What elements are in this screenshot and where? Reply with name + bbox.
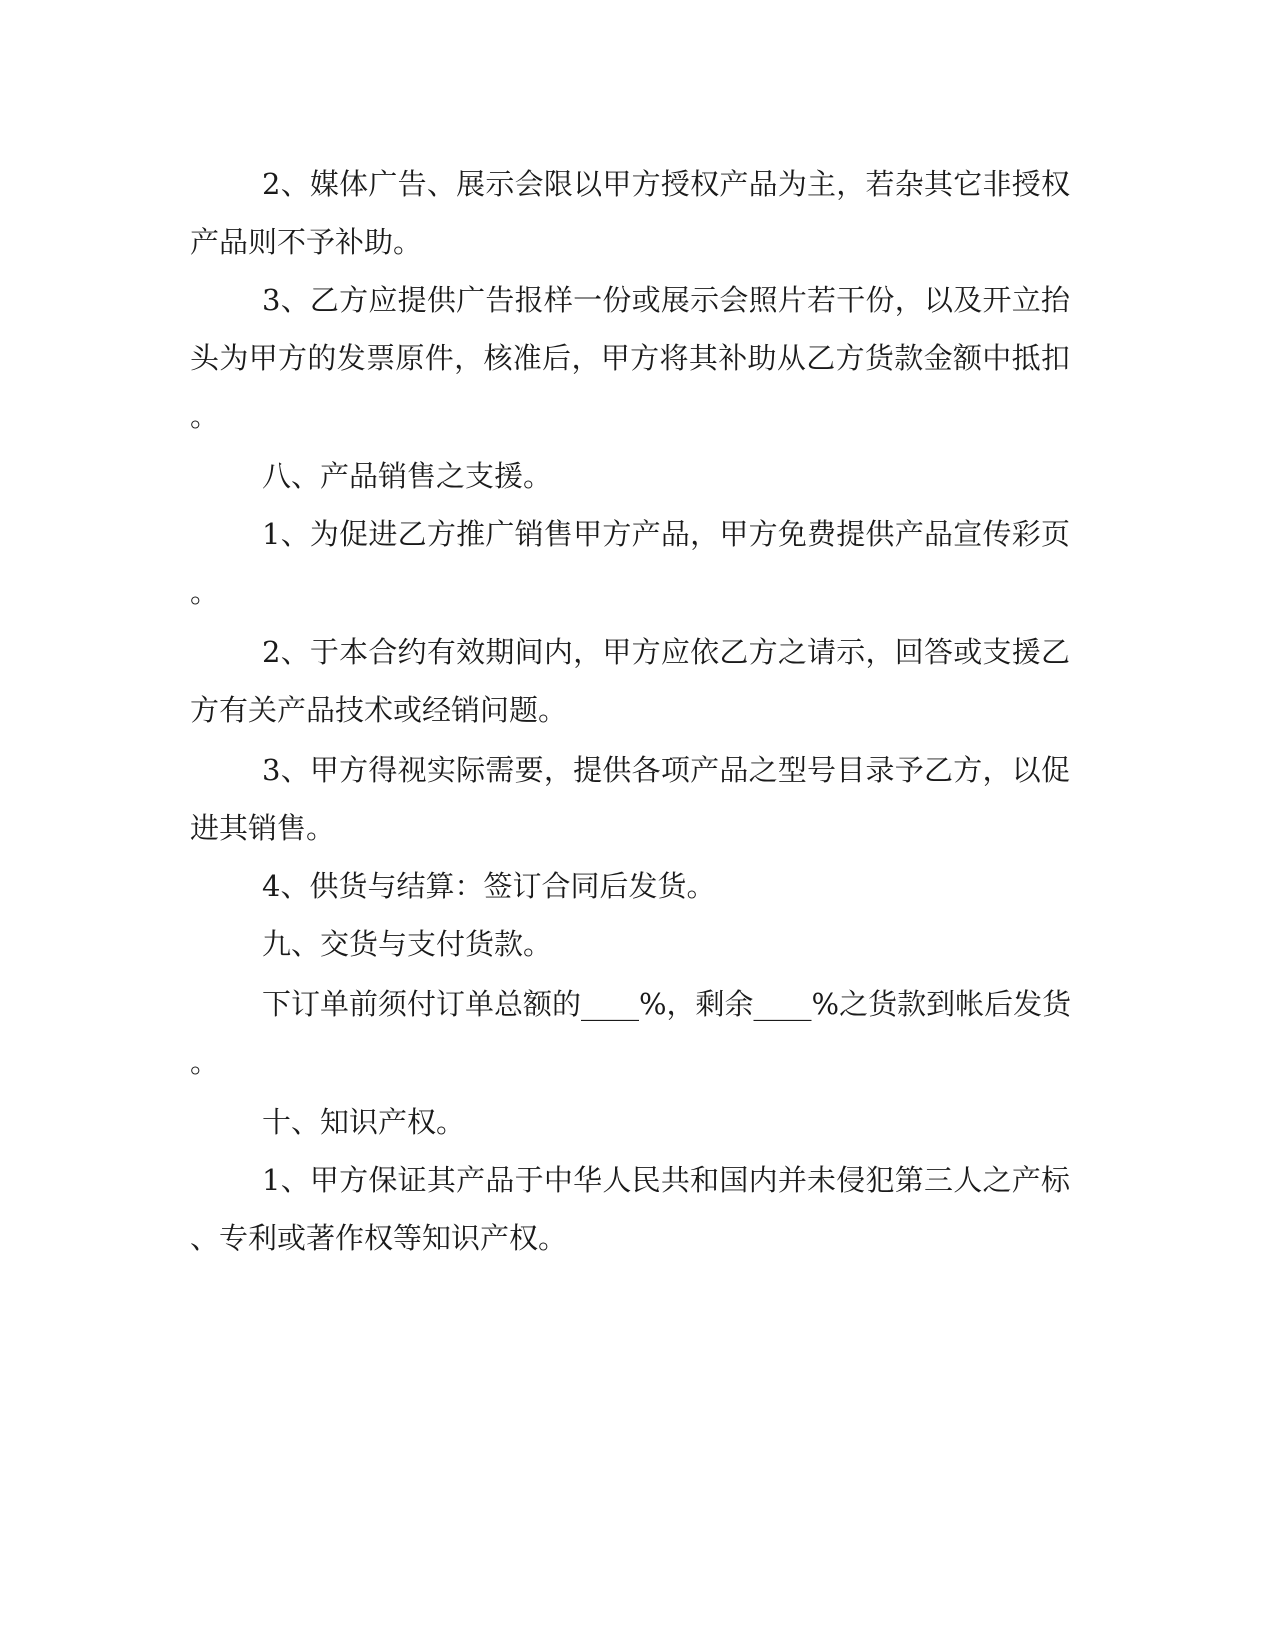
paragraph-line: 。 — [190, 399, 220, 433]
paragraph-line: 2、媒体广告、展示会限以甲方授权产品为主，若杂其它非授权 — [262, 167, 1070, 201]
section-heading: 十、知识产权。 — [262, 1105, 466, 1139]
paragraph-line: 进其销售。 — [190, 811, 336, 845]
paragraph-line: 头为甲方的发票原件，核准后，甲方将其补助从乙方货款金额中抵扣 — [190, 341, 1070, 375]
paragraph-line: 3、甲方得视实际需要，提供各项产品之型号目录予乙方，以促 — [262, 753, 1070, 787]
paragraph-line: 下订单前须付订单总额的____%，剩余____%之货款到帐后发货 — [262, 987, 1072, 1021]
paragraph-line: 。 — [190, 1045, 220, 1079]
paragraph-line: 1、甲方保证其产品于中华人民共和国内并未侵犯第三人之产标 — [262, 1163, 1070, 1197]
section-heading: 九、交货与支付货款。 — [262, 927, 553, 961]
paragraph-line: 4、供货与结算：签订合同后发货。 — [262, 869, 716, 903]
paragraph-line: 3、乙方应提供广告报样一份或展示会照片若干份，以及开立抬 — [262, 283, 1070, 317]
paragraph-line: 。 — [190, 575, 220, 609]
section-heading: 八、产品销售之支援。 — [262, 459, 553, 493]
paragraph-line: 、专利或著作权等知识产权。 — [190, 1221, 568, 1255]
paragraph-line: 方有关产品技术或经销问题。 — [190, 693, 568, 727]
paragraph-line: 产品则不予补助。 — [190, 225, 423, 259]
paragraph-line: 2、于本合约有效期间内，甲方应依乙方之请示，回答或支援乙 — [262, 635, 1070, 669]
paragraph-line: 1、为促进乙方推广销售甲方产品，甲方免费提供产品宣传彩页 — [262, 517, 1070, 551]
